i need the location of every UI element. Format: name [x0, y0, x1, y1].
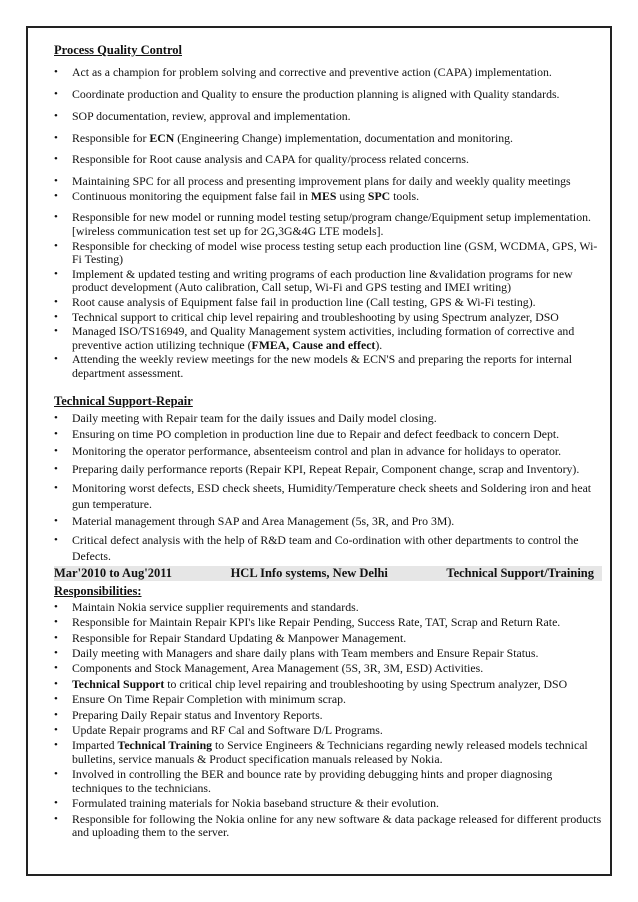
responsibilities-list — [54, 601, 602, 840]
bullet-text: to Service Engineers & Technicians regarding newly released models technical bulletins, service manuals & Product specification manuals released by Nokia. — [72, 738, 588, 766]
bullet-item — [54, 768, 602, 795]
bullet-text: Continuous monitoring the equipment false fail in — [72, 188, 311, 203]
bullet-dot-icon: • — [54, 175, 58, 188]
bullet-item — [54, 240, 602, 267]
bullet-text: Preparing daily performance reports (Repair KPI, Repeat Repair, Component change, scrap and Inventory). — [72, 462, 580, 477]
bullet-dot-icon: • — [54, 600, 58, 613]
bullet-dot-icon: • — [54, 812, 58, 825]
responsibilities-heading: Responsibilities: — [54, 583, 142, 598]
technical-support-list — [54, 412, 602, 564]
bullet-item — [54, 153, 602, 167]
bullet-dot-icon: • — [54, 768, 58, 781]
bullet-item — [54, 211, 602, 238]
bullet-text: Formulated training materials for Nokia baseband structure & their evolution. — [72, 796, 439, 811]
bullet-text: Monitoring the operator performance, absenteeism control and plan in advance for holidays to operator. — [72, 443, 562, 458]
bullet-item — [54, 296, 602, 310]
bullet-item — [54, 412, 602, 426]
bullet-dot-icon: • — [54, 189, 58, 202]
bullet-item — [54, 461, 602, 477]
bullet-text: Components and Stock Management, Area Management (5S, 3R, 3M, ESD) Activities. — [72, 661, 484, 676]
bullet-item — [54, 110, 602, 124]
bullet-text: Responsible for Root cause analysis and CAPA for quality/process related concerns. — [72, 152, 469, 167]
bullet-dot-icon: • — [54, 739, 58, 752]
bullet-item — [54, 724, 602, 738]
bullet-item — [54, 190, 602, 204]
bullet-dot-icon: • — [54, 631, 58, 644]
bullet-text: Daily meeting with Repair team for the daily issues and Daily model closing. — [72, 410, 437, 425]
bold-text: ECN — [149, 130, 175, 145]
bullet-dot-icon: • — [54, 693, 58, 706]
bullet-dot-icon: • — [54, 677, 58, 690]
bullet-dot-icon: • — [54, 267, 58, 280]
bullet-dot-icon: • — [54, 708, 58, 721]
bullet-text: Managed ISO/TS16949, and Quality Management system activities, including formation of corrective and preventive action utilizing technique ( — [72, 324, 575, 352]
bullet-item — [54, 647, 602, 661]
process-quality-control-heading: Process Quality Control — [54, 43, 183, 57]
bullet-item — [54, 797, 602, 811]
resume-page — [54, 42, 602, 840]
bullet-text: ). — [375, 337, 383, 352]
bullet-text: Implement & updated testing and writing programs of each production line &validation programs for new product development (Auto calibration, Call setup, Wi-Fi and GPS testing and IMEI writing) — [72, 266, 573, 295]
bullet-dot-icon: • — [54, 616, 58, 629]
bullet-dot-icon: • — [54, 428, 58, 441]
bullet-item — [54, 445, 602, 459]
bullet-dot-icon: • — [54, 239, 58, 252]
bullet-dot-icon: • — [54, 662, 58, 675]
bullet-text: to critical chip level repairing and troubleshooting by using Spectrum analyzer, DSO — [164, 676, 568, 691]
bullet-item — [54, 532, 602, 564]
bullet-item — [54, 709, 602, 723]
bullet-dot-icon: • — [54, 533, 58, 546]
bullet-text: Update Repair programs and RF Cal and Software D/L Programs. — [72, 722, 383, 737]
bullet-text: Coordinate production and Quality to ensure the production planning is aligned with Quality standards. — [72, 86, 560, 101]
bullet-item — [54, 428, 602, 442]
bullet-item — [54, 662, 602, 676]
bullet-text: Responsible for — [72, 130, 150, 145]
process-quality-control-list — [54, 66, 602, 380]
bullet-dot-icon: • — [54, 325, 58, 338]
bullet-text: Responsible for checking of model wise process testing setup each production line (GSM, WCDMA, GPS, Wi-Fi Testing) — [72, 238, 598, 267]
bullet-text: Involved in controlling the BER and bounce rate by providing debugging hints and proper diagnosing techniques to the technicians. — [72, 767, 553, 795]
bullet-dot-icon: • — [54, 66, 58, 79]
bullet-dot-icon: • — [54, 131, 58, 144]
bullet-item — [54, 325, 602, 352]
bullet-text: Responsible for Maintain Repair KPI's like Repair Pending, Success Rate, TAT, Scrap and Return Rate. — [72, 615, 561, 630]
bullet-text: Imparted — [72, 738, 118, 753]
bullet-dot-icon: • — [54, 482, 58, 495]
bullet-item — [54, 175, 602, 189]
bullet-text: Responsible for following the Nokia online for any new software & data package released for different products and uploading them to the server. — [72, 811, 602, 840]
bullet-dot-icon: • — [54, 153, 58, 166]
bullet-text: Root cause analysis of Equipment false fail in production line (Call testing, GPS & Wi-Fi testing). — [72, 295, 536, 310]
job-period: Mar'2010 to Aug'2011 — [54, 565, 173, 580]
bullet-text: Act as a champion for problem solving and corrective and preventive action (CAPA) implementation. — [72, 65, 552, 80]
bullet-dot-icon: • — [54, 310, 58, 323]
bullet-dot-icon: • — [54, 723, 58, 736]
bullet-text: Maintain Nokia service supplier requirements and standards. — [72, 599, 359, 614]
bullet-text: using — [336, 188, 368, 203]
bullet-dot-icon: • — [54, 444, 58, 457]
bullet-item — [54, 678, 602, 692]
bullet-item — [54, 480, 602, 512]
technical-support-heading: Technical Support-Repair — [54, 393, 193, 408]
bold-text: MES — [310, 188, 337, 203]
bullet-text: Preparing Daily Repair status and Inventory Reports. — [72, 707, 323, 722]
bold-text: FMEA, Cause and effect — [251, 337, 376, 352]
bullet-dot-icon: • — [54, 211, 58, 224]
bullet-item — [54, 311, 602, 325]
bullet-item — [54, 601, 602, 615]
bullet-text: Ensure On Time Repair Completion with minimum scrap. — [72, 692, 346, 707]
bullet-item — [54, 515, 602, 529]
bullet-text: Responsible for Repair Standard Updating & Manpower Management. — [72, 630, 407, 645]
bold-text: Technical Training — [117, 738, 213, 753]
bullet-item — [54, 88, 602, 102]
bold-text: Technical Support — [72, 676, 165, 691]
bullet-item — [54, 739, 602, 766]
bullet-dot-icon: • — [54, 463, 58, 476]
bullet-text: Attending the weekly review meetings for the new models & ECN'S and preparing the reports for internal department assessment. — [72, 352, 573, 380]
bullet-dot-icon: • — [54, 353, 58, 366]
bullet-text: Ensuring on time PO completion in production line due to Repair and defect feedback to concern Dept. — [72, 427, 560, 442]
job-role: Technical Support/Training — [446, 565, 594, 580]
job-header-bar — [54, 566, 602, 581]
bold-text: SPC — [367, 188, 391, 203]
bullet-item — [54, 353, 602, 380]
job-company: HCL Info systems, New Delhi — [230, 565, 388, 580]
bullet-dot-icon: • — [54, 515, 58, 528]
bullet-dot-icon: • — [54, 797, 58, 810]
bullet-item — [54, 632, 602, 646]
bullet-text: Daily meeting with Managers and share daily plans with Team members and Ensure Repair Status. — [72, 645, 539, 660]
bullet-dot-icon: • — [54, 109, 58, 122]
bullet-text: Critical defect analysis with the help of R&D team and Co-ordination with other departments to control the Defects. — [72, 532, 579, 563]
bullet-item — [54, 616, 602, 630]
bullet-item — [54, 693, 602, 707]
bullet-item — [54, 813, 602, 840]
bullet-dot-icon: • — [54, 646, 58, 659]
bullet-item — [54, 132, 602, 146]
bullet-text: Monitoring worst defects, ESD check sheets, Humidity/Temperature check sheets and Soldering iron and heat gun temperature. — [72, 481, 592, 512]
bullet-item — [54, 66, 602, 80]
bullet-item — [54, 268, 602, 295]
bullet-text: Responsible for new model or running model testing setup/program change/Equipment setup implementation. [wireless communication test set up for 2G,3G&4G LTE models]. — [72, 210, 591, 239]
bullet-dot-icon: • — [54, 411, 58, 424]
bullet-text: (Engineering Change) implementation, documentation and monitoring. — [174, 130, 514, 145]
bullet-text: SOP documentation, review, approval and implementation. — [72, 108, 351, 123]
bullet-dot-icon: • — [54, 296, 58, 309]
bullet-text: Maintaining SPC for all process and presenting improvement plans for daily and weekly quality meetings — [72, 174, 571, 189]
bullet-dot-icon: • — [54, 87, 58, 100]
bullet-text: Technical support to critical chip level repairing and troubleshooting by using Spectrum analyzer, DSO — [72, 309, 559, 324]
bullet-text: tools. — [390, 188, 420, 203]
bullet-text: Material management through SAP and Area Management (5s, 3R, and Pro 3M). — [72, 514, 455, 529]
